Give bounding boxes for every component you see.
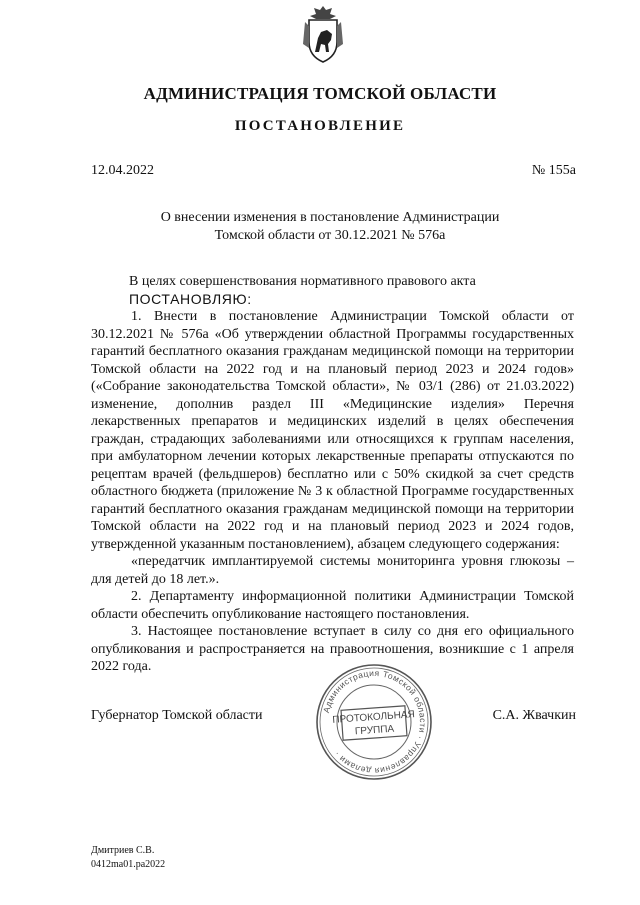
stamp-ring-text: Администрация Томской области · Управления делами · [320,667,429,777]
stamp-center-line-1: ПРОТОКОЛЬНАЯ [332,709,416,726]
subject-line-2: Томской области от 30.12.2021 № 576а [214,228,446,243]
decree-word: ПОСТАНОВЛЯЮ: [129,290,252,307]
item-1-paragraph: 1. Внести в постановление Администрации Томской области от 30.12.2021 № 576а «Об утверждении областной Программы государственных гарантий бесплатного оказания гражданам медицинской помощи на территории Томской области на 2022 год и на плановый период 2023 и 2024 годов» («Собрание законодательства Томской области», № 03/1 (286) от 21.03.2022) изменение, дополнив раздел III «Медицинские изделия» Перечня лекарственных препаратов и медицинских изделий в целях обеспечения граждан, страдающих заболеваниями или относящихся к группам населения, при амбулаторном лечении которых лекарственные препараты отпускаются по рецептам врачей (фельдшеров) бесплатно или с 50% скидкой за счет средств областного бюджета (приложение № 3 к областной Программе государственных гарантий бесплатного оказания гражданам медицинской помощи на территории Томской области на 2022 год и на плановый период 2023 и 2024 годов, утвержденной указанным постановлением), абзацем следующего содержания: [91,309,574,552]
item-2-paragraph: 2. Департаменту информационной политики Администрации Томской области обеспечить опубликование настоящего постановления. [91,589,574,622]
coat-of-arms-icon [299,4,347,64]
executor-name: Дмитриев С.В. [91,845,155,856]
signer-name: С.А. Жвачкин [492,708,576,723]
document-subject [120,209,540,245]
item-3-paragraph: 3. Настоящее постановление вступает в силу со дня его официального опубликования и распространяется на правоотношения, возникшие с 1 апреля 2022 года. [91,624,574,674]
quoted-paragraph: «передатчик имплантируемой системы мониторинга уровня глюкозы – для детей до 18 лет.». [91,554,574,587]
organization-title: АДМИНИСТРАЦИЯ ТОМСКОЙ ОБЛАСТИ [143,84,497,103]
document-body [91,273,574,676]
subject-line-1: О внесении изменения в постановление Администрации [160,210,500,225]
document-date: 12.04.2022 [91,163,154,178]
stamp-center-line-2: ГРУППА [354,723,395,738]
intro-paragraph: В целях совершенствования нормативного правового акта [129,274,476,289]
document-type: ПОСТАНОВЛЕНИЕ [234,118,406,134]
executor-footer [91,844,165,872]
document-number: № 155а [531,163,576,178]
document-code: 0412ma01.pa2022 [91,859,166,870]
signer-position: Губернатор Томской области [91,708,263,723]
seal-stamp [314,662,434,782]
